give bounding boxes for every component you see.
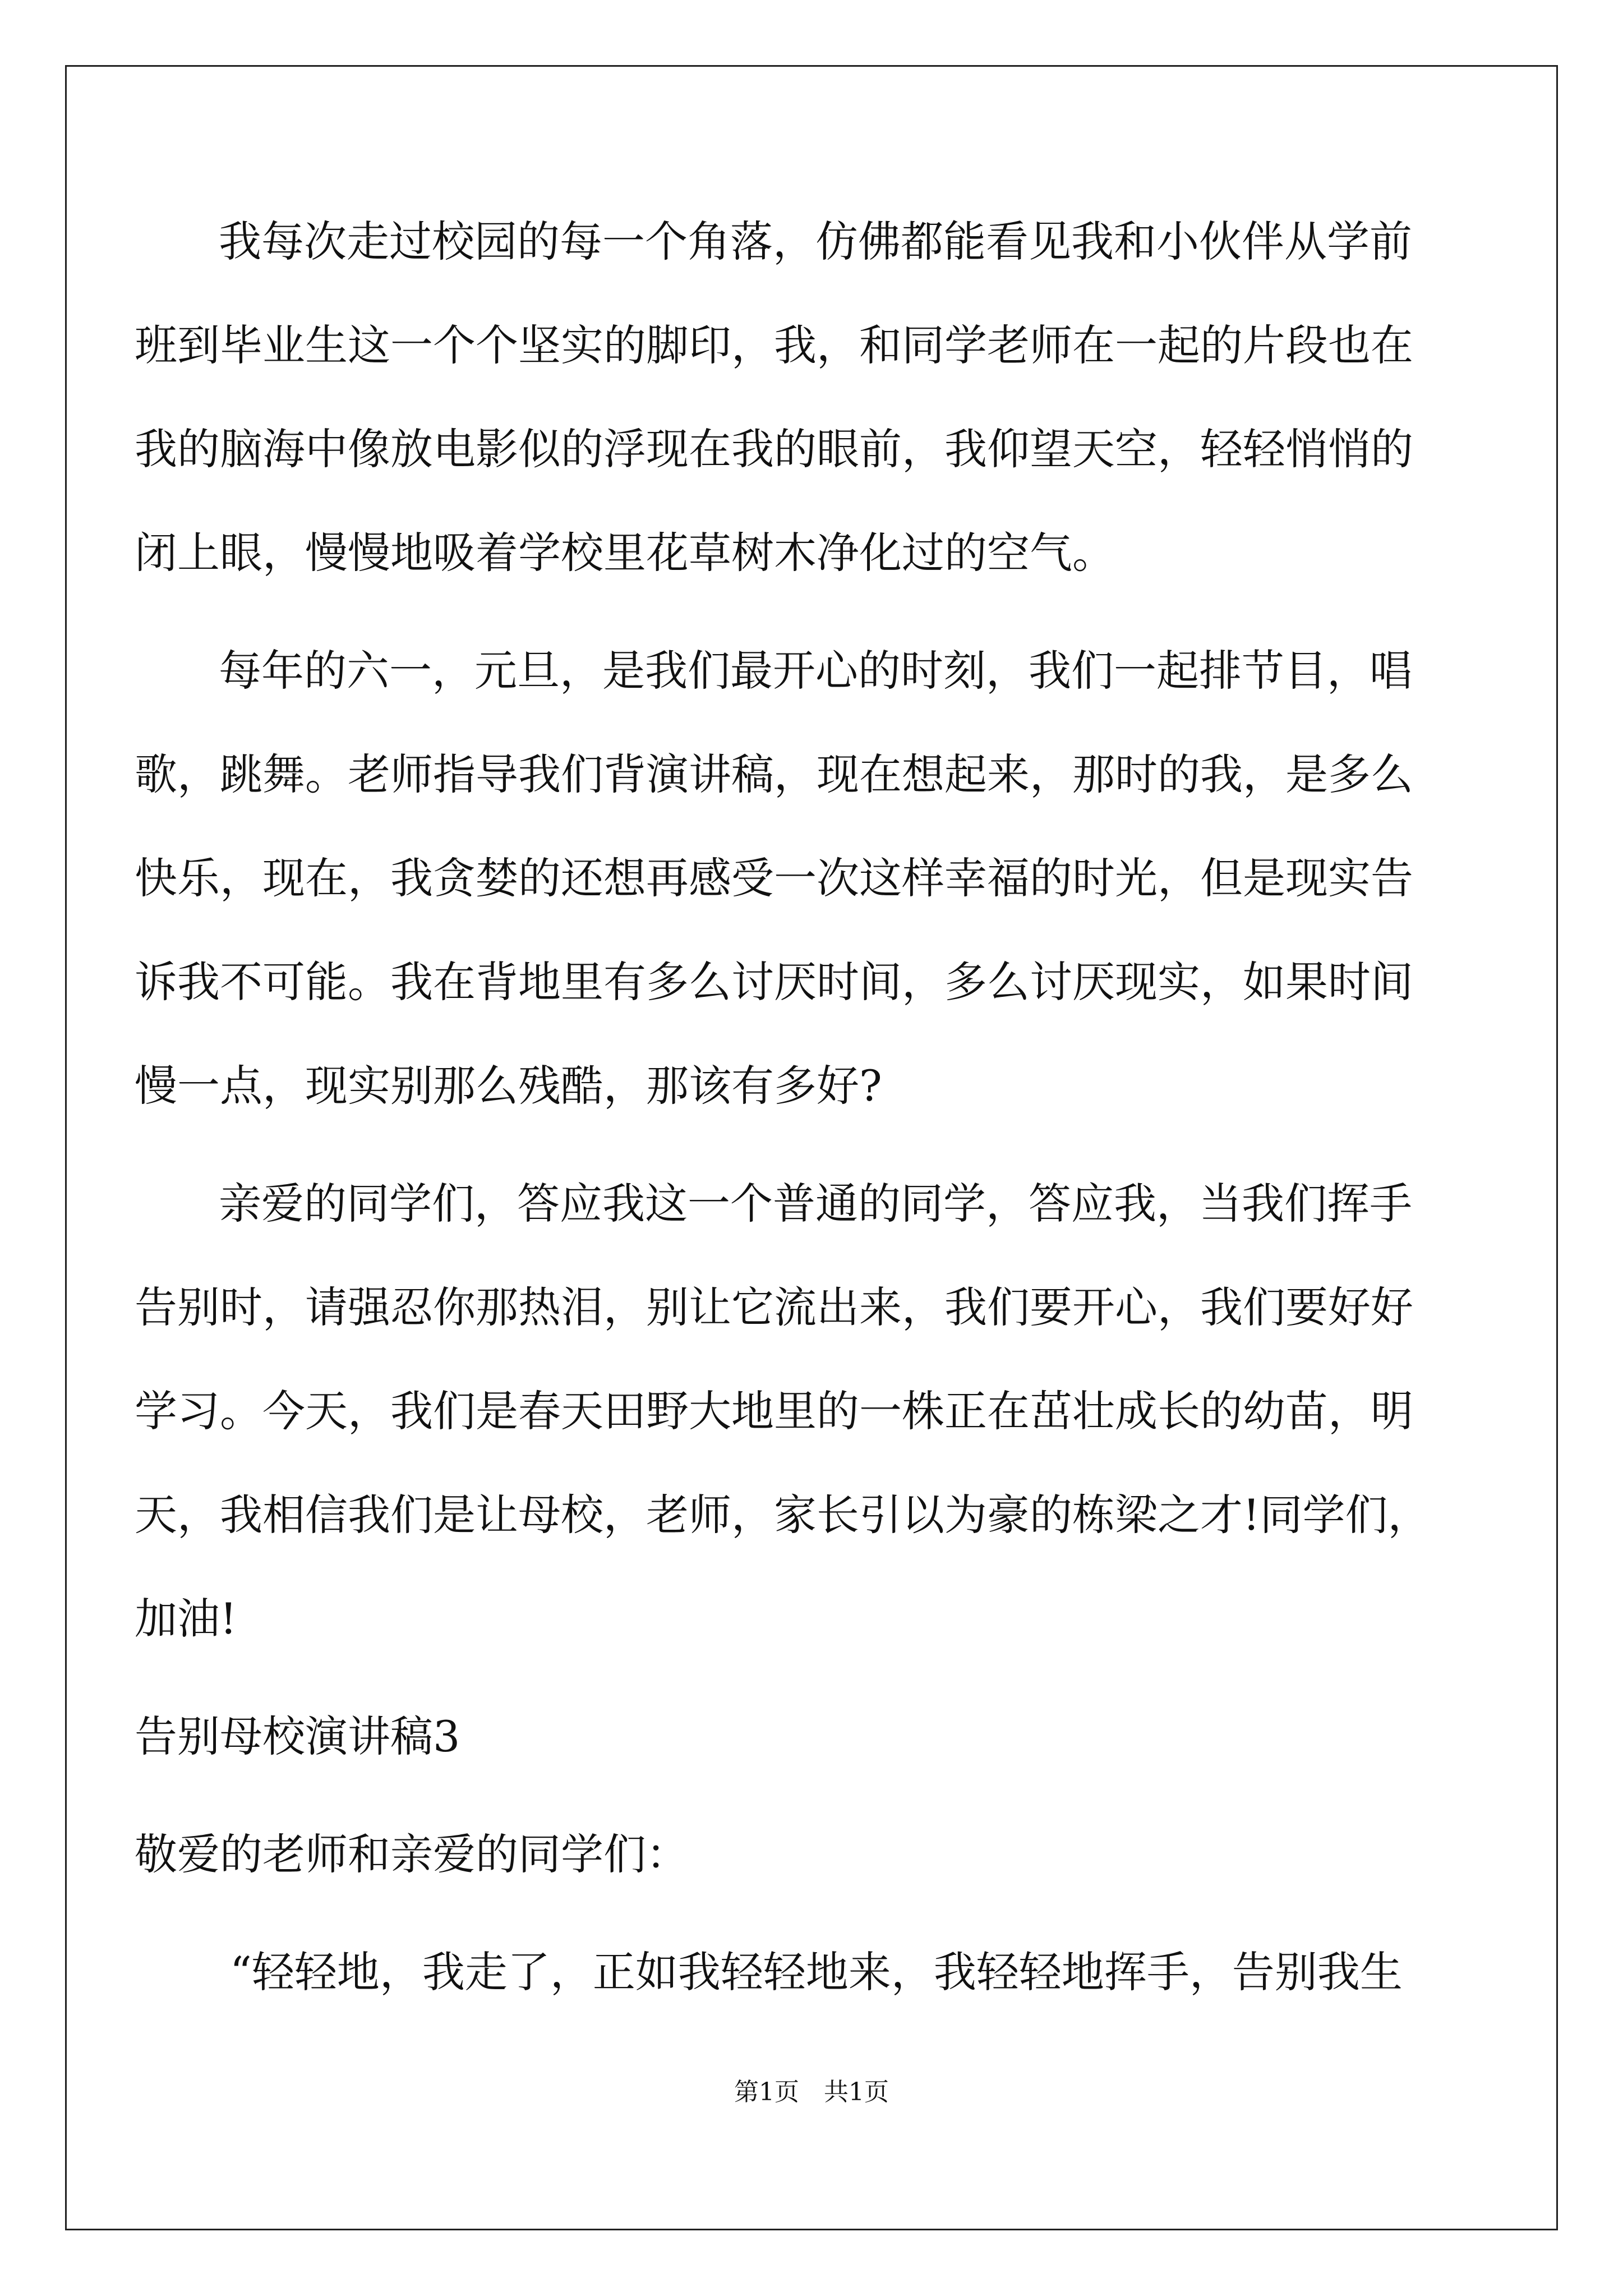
paragraph-3-line-1: 亲爱的同学们，答应我这一个普通的同学，答应我，当我们挥手 [219, 1179, 1412, 1228]
paragraph-1-line-3: 我的脑海中像放电影似的浮现在我的眼前，我仰望天空，轻轻悄悄的 [135, 424, 1413, 474]
section-heading: 告别母校演讲稿3 [135, 1711, 460, 1761]
page-footer: 第1页 共1页 [734, 2078, 889, 2106]
paragraph-2-line-4: 诉我不可能。我在背地里有多么讨厌时间，多么讨厌现实，如果时间 [135, 957, 1413, 1007]
paragraph-2-line-5: 慢一点，现实别那么残酷，那该有多好? [135, 1061, 882, 1111]
page-border [65, 65, 1558, 2230]
paragraph-3-line-4: 天，我相信我们是让母校，老师，家长引以为豪的栋梁之才!同学们， [135, 1490, 1431, 1540]
paragraph-3-line-3: 学习。今天，我们是春天田野大地里的一株正在茁壮成长的幼苗，明 [135, 1386, 1413, 1436]
paragraph-4-line-1: “轻轻地，我走了，正如我轻轻地来，我轻轻地挥手，告别我生 [230, 1947, 1403, 1997]
paragraph-2-line-2: 歌，跳舞。老师指导我们背演讲稿，现在想起来，那时的我，是多么 [135, 749, 1413, 799]
paragraph-1-line-2: 班到毕业生这一个个坚实的脚印，我，和同学老师在一起的片段也在 [135, 320, 1413, 370]
paragraph-1-line-1: 我每次走过校园的每一个角落，仿佛都能看见我和小伙伴从学前 [219, 217, 1412, 266]
paragraph-3-line-2: 告别时，请强忍你那热泪，别让它流出来，我们要开心，我们要好好 [135, 1282, 1413, 1332]
paragraph-3-line-5: 加油! [135, 1594, 237, 1644]
salutation: 敬爱的老师和亲爱的同学们： [135, 1829, 689, 1879]
paragraph-1-line-4: 闭上眼，慢慢地吸着学校里花草树木净化过的空气。 [135, 528, 1115, 578]
paragraph-2-line-1: 每年的六一，元旦，是我们最开心的时刻，我们一起排节目，唱 [219, 646, 1412, 696]
paragraph-2-line-3: 快乐，现在，我贪婪的还想再感受一次这样幸福的时光，但是现实告 [135, 853, 1413, 903]
